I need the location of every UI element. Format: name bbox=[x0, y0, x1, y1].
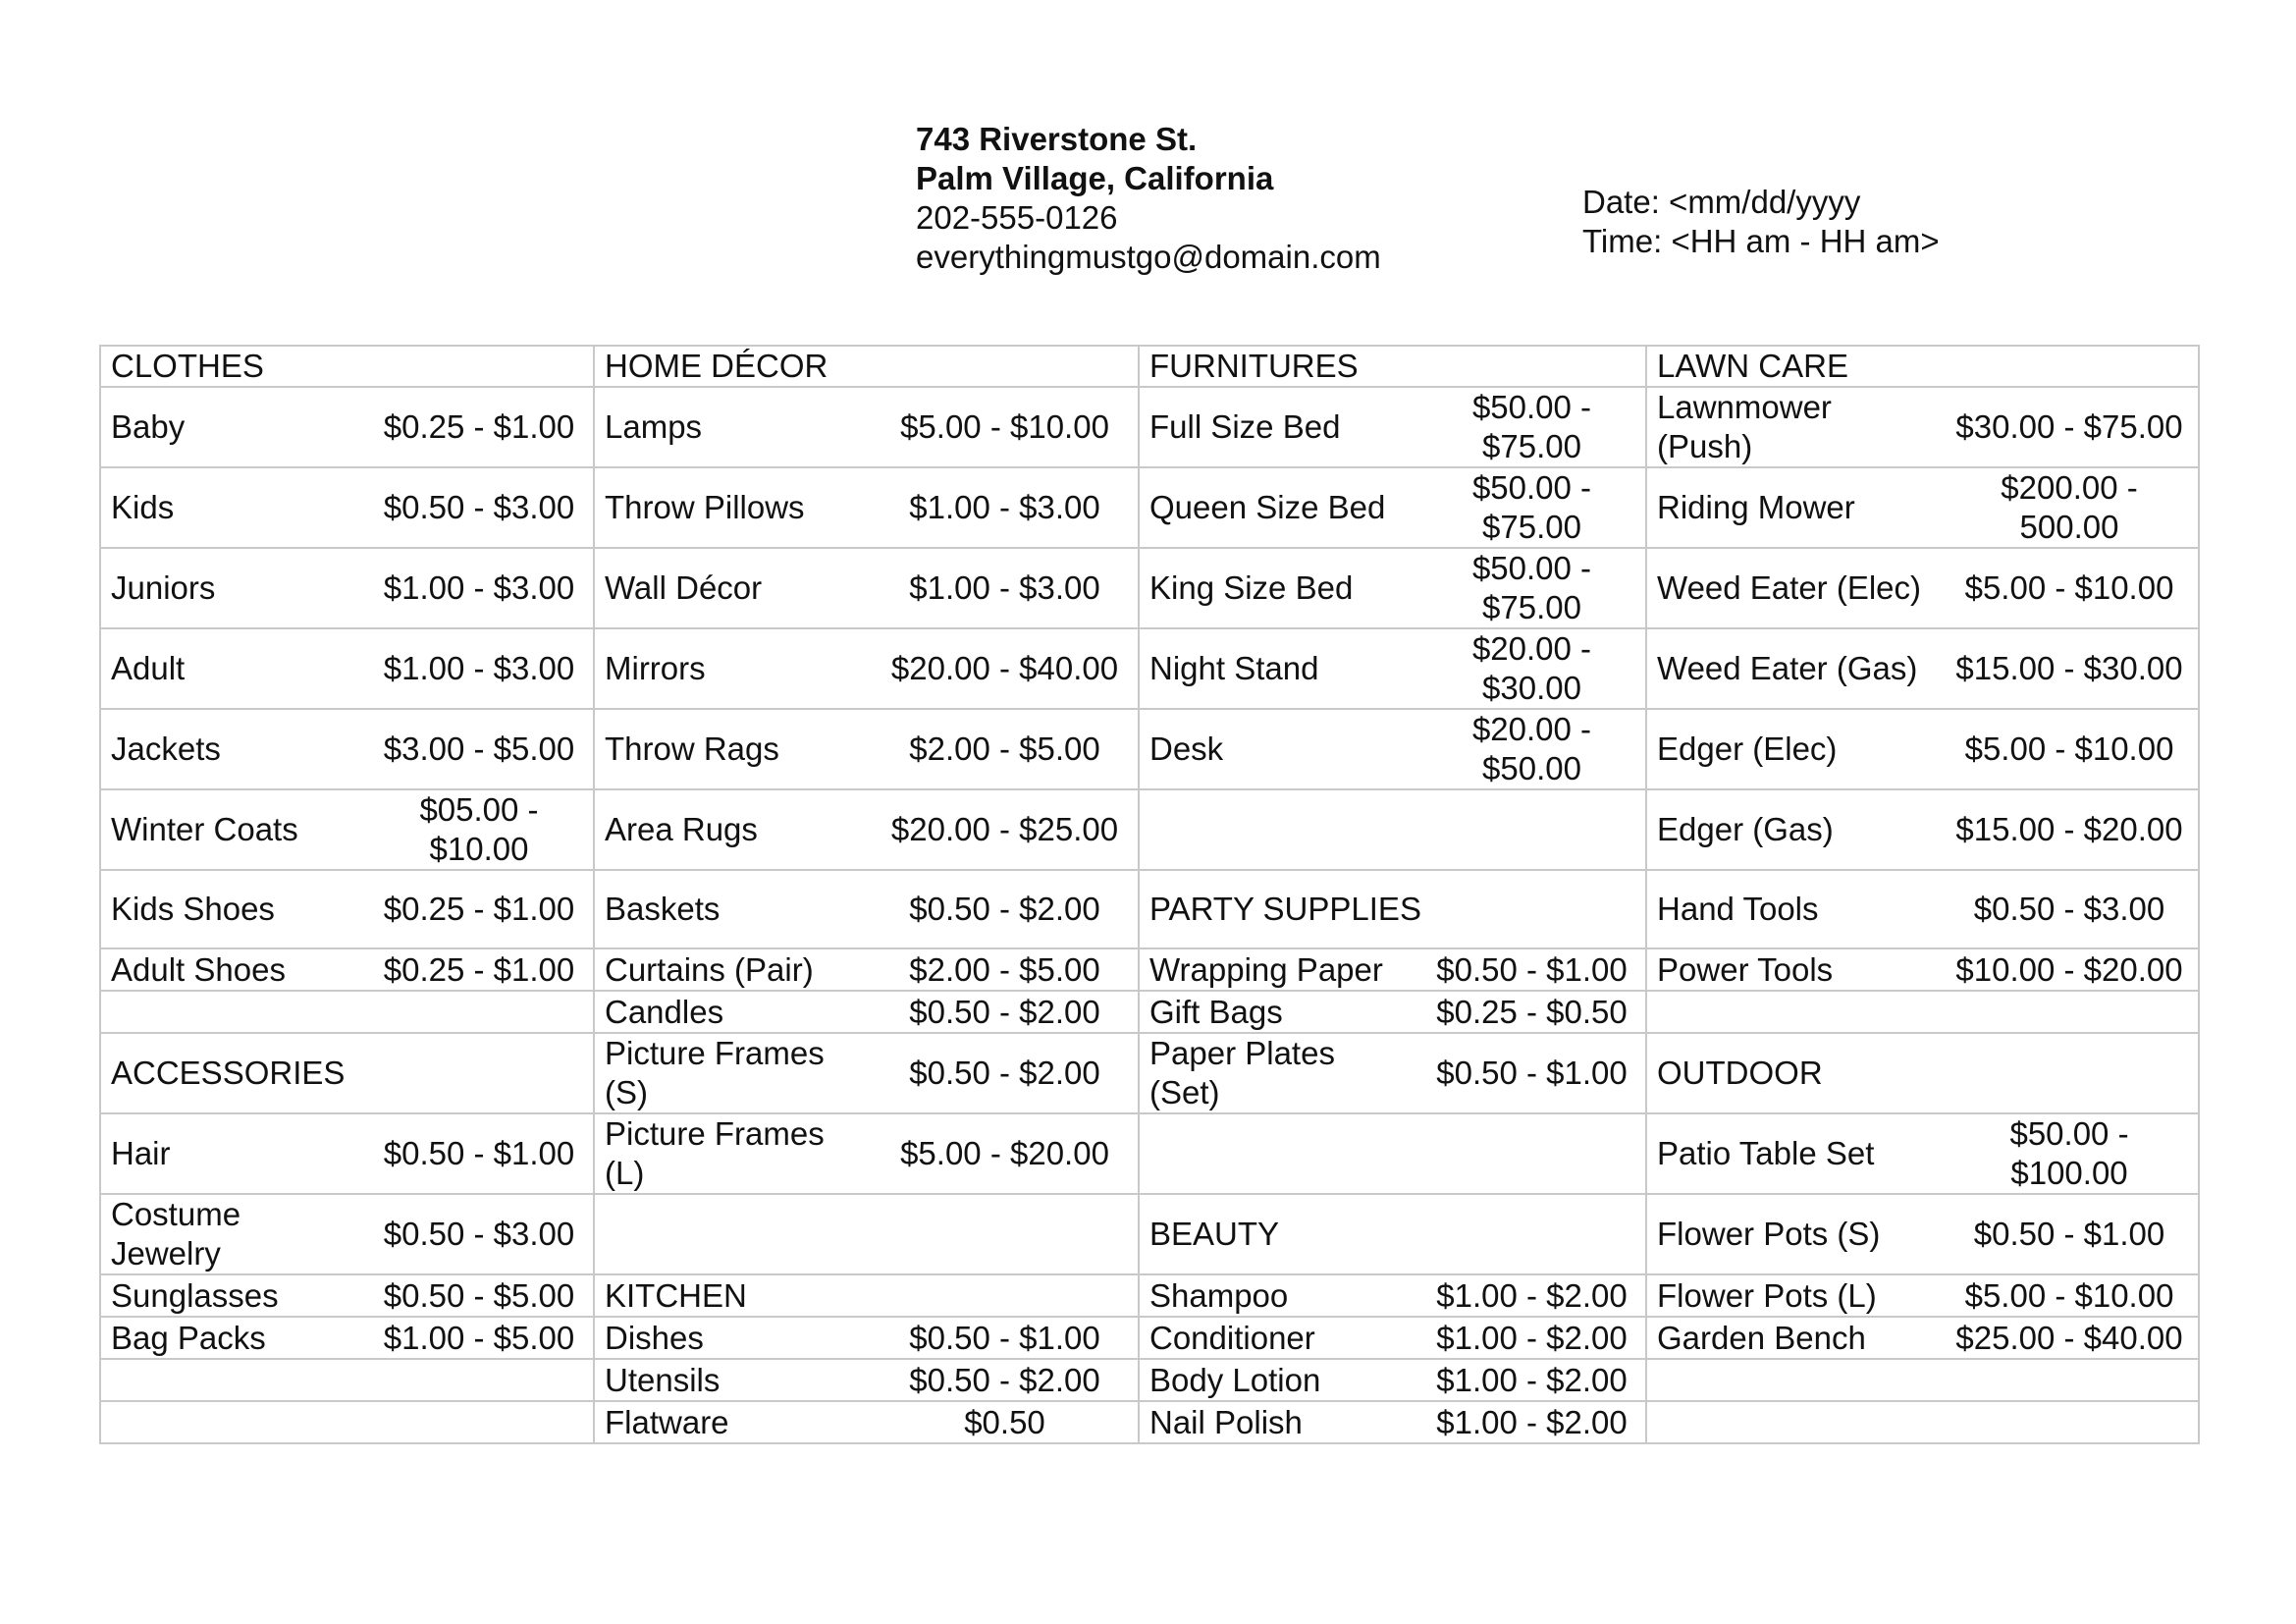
item-price: $0.50 - $2.00 bbox=[872, 870, 1139, 948]
empty-cell bbox=[1646, 1401, 2199, 1443]
item-name: Garden Bench bbox=[1646, 1317, 1941, 1359]
table-row bbox=[100, 709, 2199, 789]
empty-cell bbox=[1646, 991, 2199, 1033]
item-price: $0.50 - $1.00 bbox=[365, 1113, 594, 1194]
item-name: Flower Pots (S) bbox=[1646, 1194, 1941, 1274]
item-name: Hair bbox=[100, 1113, 365, 1194]
item-name: Baby bbox=[100, 387, 365, 467]
table-row bbox=[100, 991, 2199, 1033]
item-price: $5.00 - $20.00 bbox=[872, 1113, 1139, 1194]
item-price: $0.50 - $1.00 bbox=[1418, 1033, 1646, 1113]
table-row bbox=[100, 628, 2199, 709]
item-price: $15.00 - $30.00 bbox=[1941, 628, 2199, 709]
item-name: Sunglasses bbox=[100, 1274, 365, 1317]
item-name: Shampoo bbox=[1139, 1274, 1418, 1317]
item-price: $1.00 - $2.00 bbox=[1418, 1274, 1646, 1317]
item-price: $1.00 - $3.00 bbox=[872, 467, 1139, 548]
table-row bbox=[100, 1033, 2199, 1113]
item-price: $5.00 - $10.00 bbox=[1941, 548, 2199, 628]
item-price: $1.00 - $2.00 bbox=[1418, 1317, 1646, 1359]
seller-contact-block bbox=[916, 120, 1466, 277]
sale-time: Time: <HH am - HH am> bbox=[1582, 223, 1940, 259]
street-address: 743 Riverstone St. bbox=[916, 121, 1198, 157]
item-price: $50.00 - $100.00 bbox=[1941, 1113, 2199, 1194]
item-name: Throw Rags bbox=[594, 709, 872, 789]
item-price: $2.00 - $5.00 bbox=[872, 948, 1139, 991]
item-name: Weed Eater (Elec) bbox=[1646, 548, 1941, 628]
table-row bbox=[100, 387, 2199, 467]
item-price: $0.25 - $1.00 bbox=[365, 870, 594, 948]
item-price: $05.00 - $10.00 bbox=[365, 789, 594, 870]
table-row bbox=[100, 1194, 2199, 1274]
item-name: Desk bbox=[1139, 709, 1418, 789]
item-name: Area Rugs bbox=[594, 789, 872, 870]
email-address: everythingmustgo@domain.com bbox=[916, 239, 1381, 275]
category-heading: BEAUTY bbox=[1139, 1194, 1646, 1274]
category-heading: ACCESSORIES bbox=[100, 1033, 594, 1113]
item-name: Wrapping Paper bbox=[1139, 948, 1418, 991]
item-price: $10.00 - $20.00 bbox=[1941, 948, 2199, 991]
item-name: Kids bbox=[100, 467, 365, 548]
item-price: $200.00 - 500.00 bbox=[1941, 467, 2199, 548]
item-name: Adult Shoes bbox=[100, 948, 365, 991]
item-name: Lamps bbox=[594, 387, 872, 467]
item-price: $0.50 bbox=[872, 1401, 1139, 1443]
item-price: $0.50 - $2.00 bbox=[872, 991, 1139, 1033]
item-price: $0.25 - $1.00 bbox=[365, 948, 594, 991]
item-name: Conditioner bbox=[1139, 1317, 1418, 1359]
item-name: Flatware bbox=[594, 1401, 872, 1443]
item-name: Picture Frames (S) bbox=[594, 1033, 872, 1113]
item-name: Hand Tools bbox=[1646, 870, 1941, 948]
empty-cell bbox=[594, 1194, 1139, 1274]
item-price: $20.00 - $30.00 bbox=[1418, 628, 1646, 709]
item-price: $0.50 - $3.00 bbox=[365, 1194, 594, 1274]
city-state: Palm Village, California bbox=[916, 160, 1274, 196]
item-name: Costume Jewelry bbox=[100, 1194, 365, 1274]
item-name: Dishes bbox=[594, 1317, 872, 1359]
item-name: Bag Packs bbox=[100, 1317, 365, 1359]
item-name: King Size Bed bbox=[1139, 548, 1418, 628]
item-price: $3.00 - $5.00 bbox=[365, 709, 594, 789]
item-price: $1.00 - $3.00 bbox=[365, 628, 594, 709]
item-price: $20.00 - $50.00 bbox=[1418, 709, 1646, 789]
item-price: $20.00 - $40.00 bbox=[872, 628, 1139, 709]
item-name: Full Size Bed bbox=[1139, 387, 1418, 467]
table-row bbox=[100, 1113, 2199, 1194]
item-price: $0.50 - $2.00 bbox=[872, 1033, 1139, 1113]
table-row bbox=[100, 346, 2199, 387]
item-price: $1.00 - $2.00 bbox=[1418, 1401, 1646, 1443]
item-name: Edger (Gas) bbox=[1646, 789, 1941, 870]
item-price: $2.00 - $5.00 bbox=[872, 709, 1139, 789]
empty-cell bbox=[100, 991, 594, 1033]
table-row bbox=[100, 1401, 2199, 1443]
item-name: Winter Coats bbox=[100, 789, 365, 870]
category-heading: OUTDOOR bbox=[1646, 1033, 2199, 1113]
item-price: $5.00 - $10.00 bbox=[872, 387, 1139, 467]
category-heading: HOME DÉCOR bbox=[594, 346, 1139, 387]
item-name: Gift Bags bbox=[1139, 991, 1418, 1033]
item-name: Candles bbox=[594, 991, 872, 1033]
empty-cell bbox=[1139, 789, 1646, 870]
item-name: Baskets bbox=[594, 870, 872, 948]
price-list-table bbox=[99, 345, 2200, 1444]
item-name: Utensils bbox=[594, 1359, 872, 1401]
sale-date: Date: <mm/dd/yyyy bbox=[1582, 184, 1861, 220]
category-heading: FURNITURES bbox=[1139, 346, 1646, 387]
item-name: Juniors bbox=[100, 548, 365, 628]
table-row bbox=[100, 1274, 2199, 1317]
item-name: Wall Décor bbox=[594, 548, 872, 628]
item-price: $0.50 - $2.00 bbox=[872, 1359, 1139, 1401]
table-row bbox=[100, 1317, 2199, 1359]
item-price: $0.50 - $1.00 bbox=[1418, 948, 1646, 991]
item-price: $0.50 - $3.00 bbox=[1941, 870, 2199, 948]
item-price: $50.00 - $75.00 bbox=[1418, 467, 1646, 548]
item-price: $0.25 - $0.50 bbox=[1418, 991, 1646, 1033]
item-price: $30.00 - $75.00 bbox=[1941, 387, 2199, 467]
item-name: Curtains (Pair) bbox=[594, 948, 872, 991]
sale-datetime-block bbox=[1582, 183, 2073, 261]
item-name: Power Tools bbox=[1646, 948, 1941, 991]
item-name: Paper Plates (Set) bbox=[1139, 1033, 1418, 1113]
item-price: $1.00 - $5.00 bbox=[365, 1317, 594, 1359]
item-price: $0.50 - $1.00 bbox=[1941, 1194, 2199, 1274]
item-price: $50.00 - $75.00 bbox=[1418, 387, 1646, 467]
item-name: Jackets bbox=[100, 709, 365, 789]
table-row bbox=[100, 789, 2199, 870]
item-name: Lawnmower (Push) bbox=[1646, 387, 1941, 467]
table-row bbox=[100, 548, 2199, 628]
item-price: $20.00 - $25.00 bbox=[872, 789, 1139, 870]
item-name: Picture Frames (L) bbox=[594, 1113, 872, 1194]
item-name: Body Lotion bbox=[1139, 1359, 1418, 1401]
item-name: Flower Pots (L) bbox=[1646, 1274, 1941, 1317]
item-name: Riding Mower bbox=[1646, 467, 1941, 548]
item-price: $50.00 - $75.00 bbox=[1418, 548, 1646, 628]
item-name: Kids Shoes bbox=[100, 870, 365, 948]
category-heading: PARTY SUPPLIES bbox=[1139, 870, 1646, 948]
table-row bbox=[100, 948, 2199, 991]
item-name: Weed Eater (Gas) bbox=[1646, 628, 1941, 709]
item-name: Nail Polish bbox=[1139, 1401, 1418, 1443]
category-heading: LAWN CARE bbox=[1646, 346, 2199, 387]
category-heading: CLOTHES bbox=[100, 346, 594, 387]
table-row bbox=[100, 467, 2199, 548]
item-price: $5.00 - $10.00 bbox=[1941, 1274, 2199, 1317]
category-heading: KITCHEN bbox=[594, 1274, 1139, 1317]
item-price: $5.00 - $10.00 bbox=[1941, 709, 2199, 789]
item-name: Mirrors bbox=[594, 628, 872, 709]
empty-cell bbox=[1139, 1113, 1646, 1194]
table-row bbox=[100, 1359, 2199, 1401]
item-name: Throw Pillows bbox=[594, 467, 872, 548]
item-price: $0.50 - $5.00 bbox=[365, 1274, 594, 1317]
item-name: Adult bbox=[100, 628, 365, 709]
phone-number: 202-555-0126 bbox=[916, 199, 1118, 236]
item-name: Night Stand bbox=[1139, 628, 1418, 709]
item-price: $1.00 - $2.00 bbox=[1418, 1359, 1646, 1401]
item-price: $0.50 - $1.00 bbox=[872, 1317, 1139, 1359]
item-name: Patio Table Set bbox=[1646, 1113, 1941, 1194]
empty-cell bbox=[100, 1359, 594, 1401]
item-price: $1.00 - $3.00 bbox=[872, 548, 1139, 628]
table-row bbox=[100, 870, 2199, 948]
item-price: $1.00 - $3.00 bbox=[365, 548, 594, 628]
item-name: Edger (Elec) bbox=[1646, 709, 1941, 789]
item-price: $0.25 - $1.00 bbox=[365, 387, 594, 467]
item-price: $15.00 - $20.00 bbox=[1941, 789, 2199, 870]
item-price: $25.00 - $40.00 bbox=[1941, 1317, 2199, 1359]
item-name: Queen Size Bed bbox=[1139, 467, 1418, 548]
empty-cell bbox=[1646, 1359, 2199, 1401]
empty-cell bbox=[100, 1401, 594, 1443]
item-price: $0.50 - $3.00 bbox=[365, 467, 594, 548]
